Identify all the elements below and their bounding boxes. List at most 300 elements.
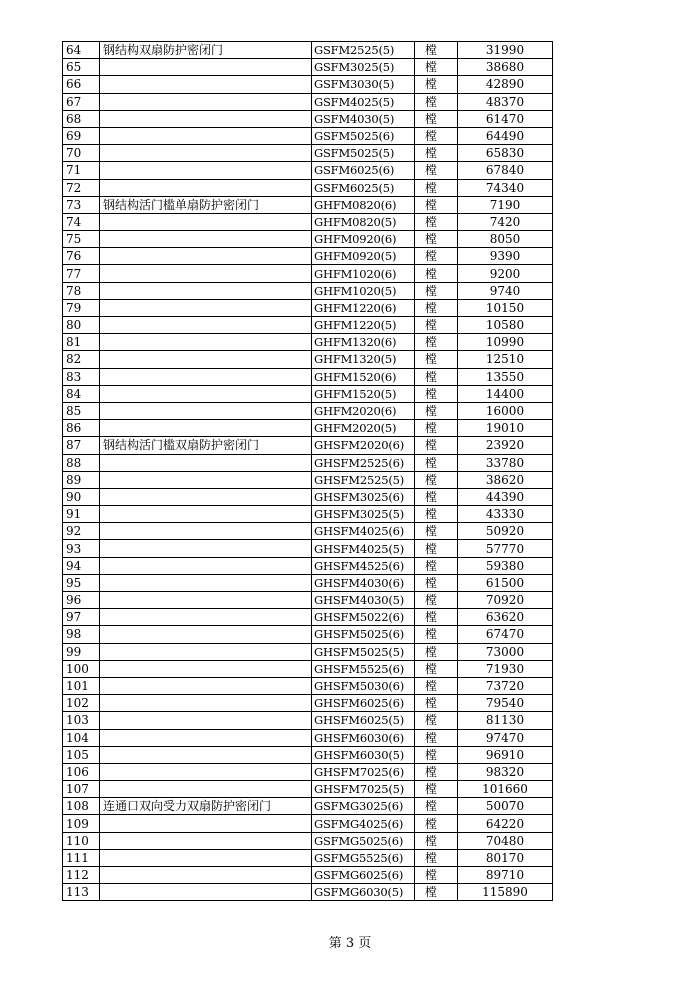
- model-code-cell: GHFM0920(5): [312, 248, 415, 265]
- unit-cell: 樘: [415, 867, 458, 884]
- unit-price-cell: 61470: [458, 110, 553, 127]
- product-name-cell: [100, 76, 312, 93]
- row-number-cell: 93: [63, 540, 100, 557]
- model-code-cell: GHSFM5525(6): [312, 660, 415, 677]
- model-code-cell: GHSFM4030(6): [312, 574, 415, 591]
- row-number-cell: 77: [63, 265, 100, 282]
- model-code-cell: GSFMG4025(6): [312, 815, 415, 832]
- row-number-cell: 84: [63, 385, 100, 402]
- row-number-cell: 82: [63, 351, 100, 368]
- unit-cell: 樘: [415, 746, 458, 763]
- model-code-cell: GHFM1220(6): [312, 299, 415, 316]
- unit-price-cell: 67840: [458, 162, 553, 179]
- unit-cell: 樘: [415, 282, 458, 299]
- model-code-cell: GHFM2020(6): [312, 402, 415, 419]
- model-code-cell: GHSFM4030(5): [312, 592, 415, 609]
- table-row: [63, 59, 553, 76]
- model-code-cell: GSFM5025(6): [312, 127, 415, 144]
- unit-cell: 樘: [415, 523, 458, 540]
- table-row: [63, 488, 553, 505]
- product-name-cell: [100, 626, 312, 643]
- unit-cell: 樘: [415, 540, 458, 557]
- unit-price-cell: 44390: [458, 488, 553, 505]
- table-row: [63, 884, 553, 901]
- table-row: [63, 213, 553, 230]
- product-name-cell: [100, 454, 312, 471]
- product-name-cell: [100, 351, 312, 368]
- product-name-cell: [100, 420, 312, 437]
- table-row: [63, 162, 553, 179]
- model-code-cell: GHFM1220(5): [312, 317, 415, 334]
- model-code-cell: GHFM0820(5): [312, 213, 415, 230]
- unit-price-cell: 71930: [458, 660, 553, 677]
- unit-cell: 樘: [415, 574, 458, 591]
- row-number-cell: 66: [63, 76, 100, 93]
- unit-cell: 樘: [415, 884, 458, 901]
- row-number-cell: 100: [63, 660, 100, 677]
- unit-price-cell: 96910: [458, 746, 553, 763]
- unit-cell: 樘: [415, 213, 458, 230]
- unit-price-cell: 73000: [458, 643, 553, 660]
- model-code-cell: GSFM2525(5): [312, 42, 415, 59]
- row-number-cell: 67: [63, 93, 100, 110]
- model-code-cell: GHFM1020(5): [312, 282, 415, 299]
- row-number-cell: 81: [63, 334, 100, 351]
- unit-price-cell: 43330: [458, 506, 553, 523]
- model-code-cell: GHSFM3025(6): [312, 488, 415, 505]
- unit-cell: 樘: [415, 454, 458, 471]
- model-code-cell: GHSFM2525(5): [312, 471, 415, 488]
- row-number-cell: 65: [63, 59, 100, 76]
- unit-cell: 樘: [415, 677, 458, 694]
- unit-price-cell: 13550: [458, 368, 553, 385]
- model-code-cell: GHSFM4525(6): [312, 557, 415, 574]
- row-number-cell: 75: [63, 231, 100, 248]
- row-number-cell: 112: [63, 867, 100, 884]
- model-code-cell: GSFMG6025(6): [312, 867, 415, 884]
- model-code-cell: GHSFM7025(6): [312, 763, 415, 780]
- unit-price-cell: 98320: [458, 763, 553, 780]
- table-row: [63, 179, 553, 196]
- table-row: [63, 231, 553, 248]
- model-code-cell: GHFM1320(5): [312, 351, 415, 368]
- price-table: [62, 41, 553, 901]
- row-number-cell: 85: [63, 402, 100, 419]
- unit-price-cell: 14400: [458, 385, 553, 402]
- row-number-cell: 79: [63, 299, 100, 316]
- row-number-cell: 102: [63, 695, 100, 712]
- unit-cell: 樘: [415, 317, 458, 334]
- model-code-cell: GSFMG5025(6): [312, 832, 415, 849]
- unit-cell: 樘: [415, 351, 458, 368]
- table-row: [63, 368, 553, 385]
- product-name-cell: [100, 385, 312, 402]
- unit-cell: 樘: [415, 798, 458, 815]
- product-name-cell: [100, 540, 312, 557]
- row-number-cell: 104: [63, 729, 100, 746]
- unit-price-cell: 79540: [458, 695, 553, 712]
- model-code-cell: GSFM4025(5): [312, 93, 415, 110]
- unit-cell: 樘: [415, 420, 458, 437]
- table-row: [63, 76, 553, 93]
- unit-price-cell: 19010: [458, 420, 553, 437]
- table-row: [63, 660, 553, 677]
- product-name-cell: [100, 265, 312, 282]
- row-number-cell: 98: [63, 626, 100, 643]
- unit-cell: 樘: [415, 506, 458, 523]
- product-name-cell: [100, 849, 312, 866]
- unit-price-cell: 64490: [458, 127, 553, 144]
- unit-cell: 樘: [415, 626, 458, 643]
- unit-cell: 樘: [415, 110, 458, 127]
- product-name-cell: [100, 712, 312, 729]
- product-name-cell: [100, 282, 312, 299]
- page-number: 第 3 页: [328, 936, 372, 951]
- unit-cell: 樘: [415, 712, 458, 729]
- row-number-cell: 83: [63, 368, 100, 385]
- unit-price-cell: 115890: [458, 884, 553, 901]
- row-number-cell: 107: [63, 781, 100, 798]
- unit-price-cell: 42890: [458, 76, 553, 93]
- row-number-cell: 106: [63, 763, 100, 780]
- model-code-cell: GHSFM5030(6): [312, 677, 415, 694]
- unit-price-cell: 9740: [458, 282, 553, 299]
- unit-cell: 樘: [415, 402, 458, 419]
- unit-price-cell: 10150: [458, 299, 553, 316]
- unit-cell: 樘: [415, 471, 458, 488]
- unit-cell: 樘: [415, 42, 458, 59]
- table-row: [63, 454, 553, 471]
- table-row: [63, 471, 553, 488]
- unit-cell: 樘: [415, 781, 458, 798]
- unit-price-cell: 9390: [458, 248, 553, 265]
- unit-cell: 樘: [415, 231, 458, 248]
- unit-price-cell: 70920: [458, 592, 553, 609]
- table-row: [63, 110, 553, 127]
- product-name-cell: [100, 299, 312, 316]
- unit-cell: 樘: [415, 609, 458, 626]
- unit-cell: 樘: [415, 145, 458, 162]
- product-name-cell: [100, 643, 312, 660]
- table-row: [63, 849, 553, 866]
- unit-cell: 樘: [415, 437, 458, 454]
- row-number-cell: 89: [63, 471, 100, 488]
- row-number-cell: 91: [63, 506, 100, 523]
- product-name-cell: [100, 110, 312, 127]
- unit-cell: 樘: [415, 729, 458, 746]
- row-number-cell: 72: [63, 179, 100, 196]
- unit-cell: 樘: [415, 334, 458, 351]
- table-row: [63, 867, 553, 884]
- table-row: [63, 729, 553, 746]
- row-number-cell: 88: [63, 454, 100, 471]
- unit-price-cell: 81130: [458, 712, 553, 729]
- table-row: [63, 832, 553, 849]
- table-row: [63, 42, 553, 59]
- unit-price-cell: 63620: [458, 609, 553, 626]
- table-row: [63, 402, 553, 419]
- unit-cell: 樘: [415, 488, 458, 505]
- row-number-cell: 94: [63, 557, 100, 574]
- unit-cell: 樘: [415, 299, 458, 316]
- product-name-cell: [100, 213, 312, 230]
- table-row: [63, 506, 553, 523]
- table-row: [63, 695, 553, 712]
- product-name-cell: [100, 179, 312, 196]
- unit-cell: 樘: [415, 93, 458, 110]
- unit-cell: 樘: [415, 815, 458, 832]
- unit-price-cell: 61500: [458, 574, 553, 591]
- product-name-cell: [100, 334, 312, 351]
- unit-cell: 樘: [415, 76, 458, 93]
- product-name-cell: [100, 162, 312, 179]
- unit-price-cell: 23920: [458, 437, 553, 454]
- product-name-cell: [100, 884, 312, 901]
- unit-price-cell: 70480: [458, 832, 553, 849]
- product-name-cell: [100, 127, 312, 144]
- unit-price-cell: 48370: [458, 93, 553, 110]
- unit-cell: 樘: [415, 763, 458, 780]
- unit-cell: 樘: [415, 265, 458, 282]
- product-name-cell: [100, 660, 312, 677]
- row-number-cell: 96: [63, 592, 100, 609]
- row-number-cell: 95: [63, 574, 100, 591]
- table-row: [63, 437, 553, 454]
- product-name-cell: [100, 781, 312, 798]
- model-code-cell: GHFM1520(6): [312, 368, 415, 385]
- model-code-cell: GHSFM5025(6): [312, 626, 415, 643]
- model-code-cell: GSFM3025(5): [312, 59, 415, 76]
- unit-price-cell: 74340: [458, 179, 553, 196]
- table-row: [63, 815, 553, 832]
- product-name-cell: [100, 867, 312, 884]
- unit-cell: 樘: [415, 832, 458, 849]
- product-name-cell: [100, 677, 312, 694]
- model-code-cell: GHFM0820(6): [312, 196, 415, 213]
- model-code-cell: GSFMG5525(6): [312, 849, 415, 866]
- model-code-cell: GSFM5025(5): [312, 145, 415, 162]
- product-name-cell: 连通口双向受力双扇防护密闭门: [100, 798, 312, 815]
- unit-price-cell: 7420: [458, 213, 553, 230]
- unit-price-cell: 9200: [458, 265, 553, 282]
- table-row: [63, 127, 553, 144]
- unit-price-cell: 7190: [458, 196, 553, 213]
- product-name-cell: [100, 574, 312, 591]
- unit-price-cell: 12510: [458, 351, 553, 368]
- unit-cell: 樘: [415, 196, 458, 213]
- row-number-cell: 97: [63, 609, 100, 626]
- product-name-cell: [100, 368, 312, 385]
- row-number-cell: 87: [63, 437, 100, 454]
- product-name-cell: [100, 609, 312, 626]
- unit-cell: 樘: [415, 127, 458, 144]
- product-name-cell: 钢结构双扇防护密闭门: [100, 42, 312, 59]
- model-code-cell: GHSFM7025(5): [312, 781, 415, 798]
- table-row: [63, 334, 553, 351]
- row-number-cell: 78: [63, 282, 100, 299]
- table-row: [63, 523, 553, 540]
- table-row: [63, 196, 553, 213]
- table-row: [63, 145, 553, 162]
- unit-cell: 樘: [415, 695, 458, 712]
- table-row: [63, 574, 553, 591]
- unit-price-cell: 38680: [458, 59, 553, 76]
- row-number-cell: 74: [63, 213, 100, 230]
- row-number-cell: 109: [63, 815, 100, 832]
- row-number-cell: 103: [63, 712, 100, 729]
- product-name-cell: [100, 695, 312, 712]
- product-name-cell: 钢结构活门槛单扇防护密闭门: [100, 196, 312, 213]
- table-row: [63, 351, 553, 368]
- product-name-cell: [100, 815, 312, 832]
- model-code-cell: GSFM4030(5): [312, 110, 415, 127]
- table-row: [63, 592, 553, 609]
- model-code-cell: GHSFM2525(6): [312, 454, 415, 471]
- table-row: [63, 93, 553, 110]
- row-number-cell: 71: [63, 162, 100, 179]
- table-row: [63, 746, 553, 763]
- product-name-cell: [100, 402, 312, 419]
- model-code-cell: GSFM6025(6): [312, 162, 415, 179]
- product-name-cell: [100, 59, 312, 76]
- row-number-cell: 90: [63, 488, 100, 505]
- table-row: [63, 763, 553, 780]
- table-row: [63, 626, 553, 643]
- unit-price-cell: 38620: [458, 471, 553, 488]
- table-row: [63, 781, 553, 798]
- row-number-cell: 68: [63, 110, 100, 127]
- unit-price-cell: 33780: [458, 454, 553, 471]
- model-code-cell: GHFM2020(5): [312, 420, 415, 437]
- unit-cell: 樘: [415, 592, 458, 609]
- table-row: [63, 609, 553, 626]
- model-code-cell: GSFM6025(5): [312, 179, 415, 196]
- product-name-cell: [100, 471, 312, 488]
- product-name-cell: [100, 248, 312, 265]
- unit-cell: 樘: [415, 660, 458, 677]
- product-name-cell: [100, 145, 312, 162]
- model-code-cell: GHFM1320(6): [312, 334, 415, 351]
- table-row: [63, 317, 553, 334]
- product-name-cell: [100, 93, 312, 110]
- product-name-cell: [100, 746, 312, 763]
- unit-price-cell: 50070: [458, 798, 553, 815]
- model-code-cell: GHSFM4025(5): [312, 540, 415, 557]
- table-row: [63, 643, 553, 660]
- unit-cell: 樘: [415, 248, 458, 265]
- table-row: [63, 540, 553, 557]
- unit-cell: 樘: [415, 368, 458, 385]
- price-table-body: [63, 42, 553, 901]
- unit-price-cell: 8050: [458, 231, 553, 248]
- unit-price-cell: 64220: [458, 815, 553, 832]
- unit-price-cell: 31990: [458, 42, 553, 59]
- row-number-cell: 113: [63, 884, 100, 901]
- unit-cell: 樘: [415, 162, 458, 179]
- product-name-cell: [100, 729, 312, 746]
- product-name-cell: [100, 557, 312, 574]
- unit-cell: 樘: [415, 385, 458, 402]
- unit-cell: 樘: [415, 557, 458, 574]
- unit-price-cell: 73720: [458, 677, 553, 694]
- row-number-cell: 73: [63, 196, 100, 213]
- unit-price-cell: 50920: [458, 523, 553, 540]
- table-row: [63, 557, 553, 574]
- unit-price-cell: 80170: [458, 849, 553, 866]
- row-number-cell: 64: [63, 42, 100, 59]
- model-code-cell: GHSFM4025(6): [312, 523, 415, 540]
- product-name-cell: [100, 506, 312, 523]
- table-row: [63, 798, 553, 815]
- product-name-cell: [100, 832, 312, 849]
- row-number-cell: 105: [63, 746, 100, 763]
- table-row: [63, 420, 553, 437]
- table-row: [63, 385, 553, 402]
- model-code-cell: GHFM1020(6): [312, 265, 415, 282]
- row-number-cell: 70: [63, 145, 100, 162]
- row-number-cell: 80: [63, 317, 100, 334]
- unit-price-cell: 59380: [458, 557, 553, 574]
- table-row: [63, 299, 553, 316]
- model-code-cell: GHFM1520(5): [312, 385, 415, 402]
- unit-price-cell: 10580: [458, 317, 553, 334]
- product-name-cell: [100, 317, 312, 334]
- unit-price-cell: 97470: [458, 729, 553, 746]
- model-code-cell: GHSFM2020(6): [312, 437, 415, 454]
- row-number-cell: 110: [63, 832, 100, 849]
- product-name-cell: 钢结构活门槛双扇防护密闭门: [100, 437, 312, 454]
- product-name-cell: [100, 523, 312, 540]
- unit-price-cell: 10990: [458, 334, 553, 351]
- table-row: [63, 282, 553, 299]
- product-name-cell: [100, 488, 312, 505]
- unit-price-cell: 65830: [458, 145, 553, 162]
- row-number-cell: 86: [63, 420, 100, 437]
- model-code-cell: GHSFM6025(6): [312, 695, 415, 712]
- unit-cell: 樘: [415, 179, 458, 196]
- model-code-cell: GHSFM6030(6): [312, 729, 415, 746]
- unit-price-cell: 101660: [458, 781, 553, 798]
- product-name-cell: [100, 592, 312, 609]
- table-row: [63, 248, 553, 265]
- model-code-cell: GSFM3030(5): [312, 76, 415, 93]
- product-name-cell: [100, 231, 312, 248]
- unit-price-cell: 57770: [458, 540, 553, 557]
- model-code-cell: GHSFM5025(5): [312, 643, 415, 660]
- unit-price-cell: 16000: [458, 402, 553, 419]
- product-name-cell: [100, 763, 312, 780]
- table-row: [63, 712, 553, 729]
- model-code-cell: GHSFM3025(5): [312, 506, 415, 523]
- model-code-cell: GSFMG3025(6): [312, 798, 415, 815]
- table-row: [63, 265, 553, 282]
- row-number-cell: 69: [63, 127, 100, 144]
- row-number-cell: 101: [63, 677, 100, 694]
- model-code-cell: GHSFM6030(5): [312, 746, 415, 763]
- table-row: [63, 677, 553, 694]
- row-number-cell: 92: [63, 523, 100, 540]
- row-number-cell: 99: [63, 643, 100, 660]
- row-number-cell: 76: [63, 248, 100, 265]
- model-code-cell: GHSFM6025(5): [312, 712, 415, 729]
- row-number-cell: 108: [63, 798, 100, 815]
- unit-price-cell: 67470: [458, 626, 553, 643]
- unit-cell: 樘: [415, 643, 458, 660]
- model-code-cell: GSFMG6030(5): [312, 884, 415, 901]
- unit-price-cell: 89710: [458, 867, 553, 884]
- model-code-cell: GHSFM5022(6): [312, 609, 415, 626]
- unit-cell: 樘: [415, 59, 458, 76]
